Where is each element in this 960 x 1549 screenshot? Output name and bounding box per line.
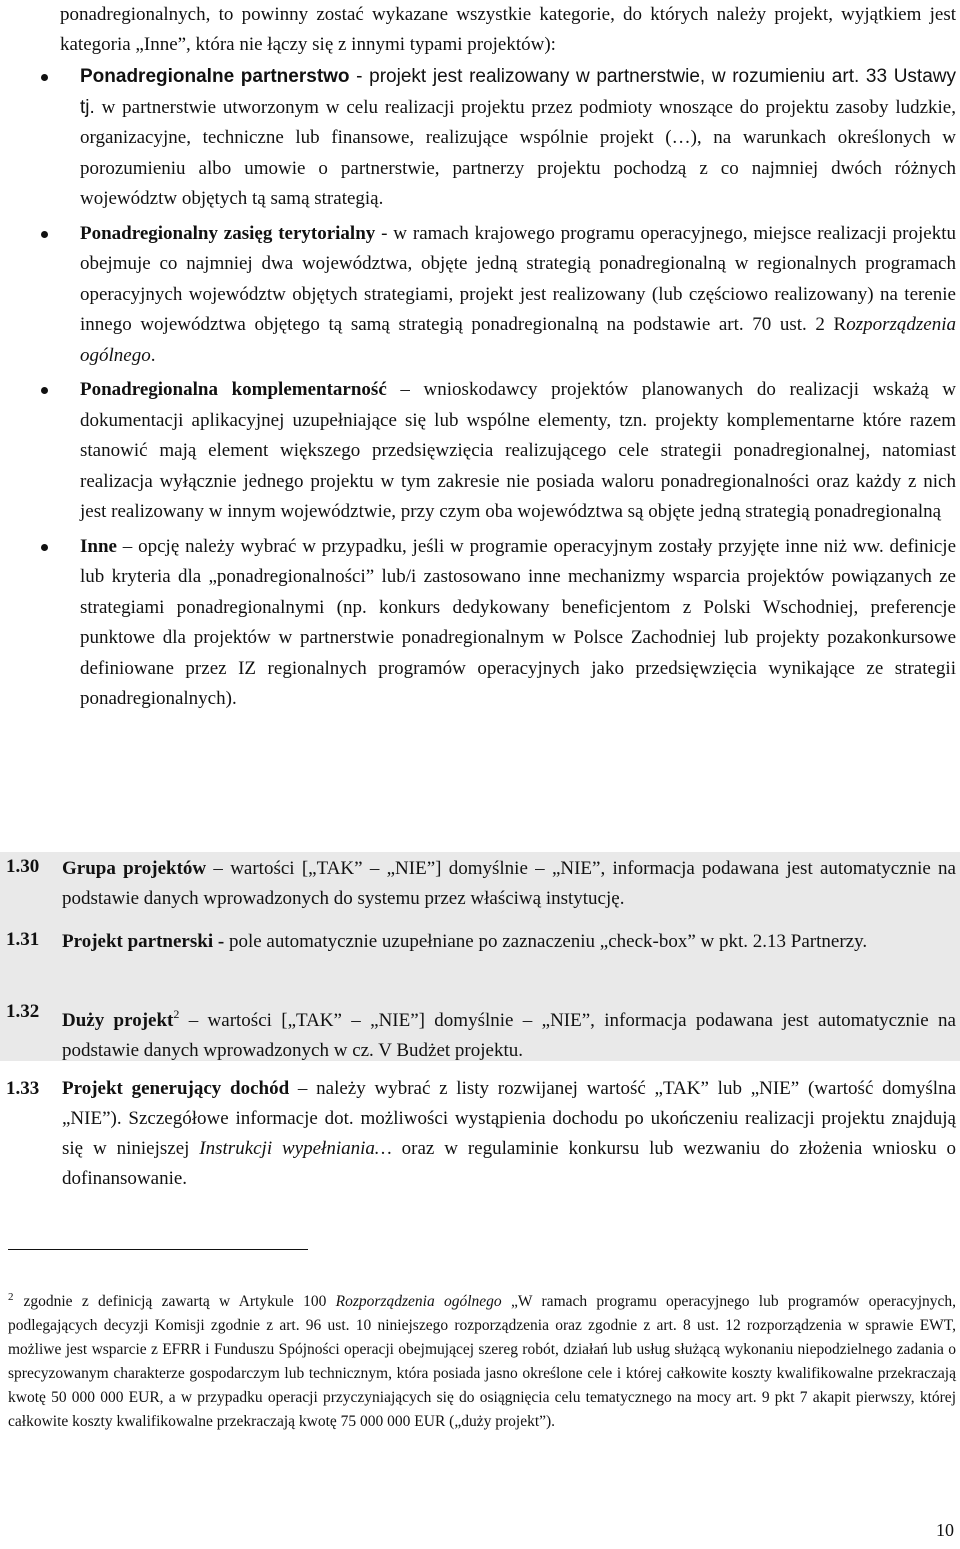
bullet-icon [41, 544, 48, 551]
footnote [8, 1285, 956, 1434]
section-body: – należy wybrać z listy rozwijanej wartość „TAK” lub „NIE” (wartość domyślna „NIE”). Szczegółowe informacje dot. możliwości wystąpienia dochodu po ukończeniu realizacji projektu znajdują się w niniejszej [62, 1078, 956, 1159]
footnote-post: „W ramach programu operacyjnego lub programów operacyjnych, podlegających decyzji Komisji zgodnie z art. 96 ust. 10 niniejszego rozporządzenia oraz zgodnie z art. 8 ust. 12 rozporządzenia w sprawie EWT, możliwe jest wsparcie z EFRR i Funduszu Spójności operacji obejmującej szereg robót, działań lub usług służącą wykonaniu niepodzielnego zadania o sprecyzowanym charakterze gospodarczym lub technicznym, która posiada jasno określone cele i której całkowite koszty kwalifikowalne przekraczają kwotę 50 000 000 EUR, a w przypadku operacji przyczyniających się do osiągnięcia celu tematycznego na mocy art. 9 pkt 7 akapit pierwszy, której całkowite koszty kwalifikowalne przekraczają kwotę 75 000 000 EUR („duży projekt”). [8, 1293, 957, 1430]
intro-paragraph: ponadregionalnych, to powinny zostać wykazane wszystkie kategorie, do których należy projekt, wyjątkiem jest kategoria „Inne”, która nie łączy się z innymi typami projektów): [60, 4, 956, 55]
footnote-separator [8, 1249, 308, 1250]
section-number: 1.31 [6, 929, 40, 950]
list-item-term: Ponadregionalna komplementarność [80, 379, 387, 400]
list-item-term: Ponadregionalne partnerstwo [80, 66, 350, 87]
section-term: Duży projekt [62, 1010, 174, 1031]
section-text [62, 999, 956, 1066]
section-1-30 [0, 852, 960, 925]
list-item-term: Inne [80, 535, 117, 557]
footnote-mark: 2 [8, 1291, 14, 1303]
page-number: 10 [936, 1520, 954, 1540]
list-item-body: w partnerstwie utworzonym w celu realizacji projektu przez podmioty wnoszące do projektu zasoby ludzkie, organizacyjne, techniczne lub finansowe, realizujące wspólnie projekt (…), na warunkach określonych w porozumieniu albo umowie o partnerstwie, partnerzy projektu pochodzą z co najmniej dwóch różnych województw objętych tą samą strategią. [80, 96, 956, 209]
list-item-body: – wnioskodawcy projektów planowanych do realizacji wskażą w dokumentacji aplikacyjnej uzupełniające się lub wspólne elementy, tzn. projekty komplementarne które razem stanowić mają element większego przedsięwzięcia realizującego cele strategii ponadregionalnej, natomiast realizacja wyłącznie jednego projektu w tym zakresie nie posiada waloru ponadregionalności oraz każdy z nich jest realizowany w innym województwie, przy czym oba województwa są objęte jedną strategią ponadregionalną [80, 379, 956, 522]
list-item-term: Ponadregionalny zasięg terytorialny [80, 222, 376, 244]
footnote-pre: zgodnie z definicją zawartą w Artykule 100 [23, 1293, 336, 1310]
section-body: – wartości [„TAK” – „NIE”] domyślnie – „NIE”, informacja podawana jest automatycznie na podstawie danych wprowadzonych w cz. V Budżet projektu. [62, 1010, 956, 1061]
bullet-icon [41, 74, 48, 81]
category-list [0, 62, 956, 719]
section-term: Grupa projektów [62, 858, 207, 879]
list-item-zasieg [0, 219, 956, 372]
list-item-body: – opcję należy wybrać w przypadku, jeśli w programie operacyjnym zostały przyjęte inne niż ww. definicje lub kryteria dla „ponadregionalności” lub/i zastosowano inne mechanizmy wsparcia projektów powiązanych ze strategiami ponadregionalnymi (np. konkurs dedykowany beneficjentom z Polski Wschodniej, preferencje punktowe dla projektów w partnerstwie ponadregionalnym w Polsce Zachodniej lub projekty pozakonkursowe definiowane przez IZ regionalnych programów operacyjnych jako przedsięwzięcia wynikające ze strategii ponadregionalnych). [80, 535, 956, 709]
section-end: oraz w regulaminie konkursu lub wezwaniu do złożenia wniosku o dofinansowanie. [62, 1138, 956, 1189]
list-item-end: . [150, 344, 156, 366]
list-item-body: - w ramach krajowego programu operacyjnego, miejsce realizacji projektu obejmuje co najmniej dwa województwa, objęte jedną strategią ponadregionalną w regionalnych programach operacyjnych województw objętych strategiami, projekt jest realizowany (lub częściowo realizowany) na terenie innego województwa objętego tą samą strategią ponadregionalną na podstawie art. 70 ust. 2 R [80, 222, 956, 335]
section-body: pole automatycznie uzupełniane po zaznaczeniu „check-box” w pkt. 2.13 Partnerzy. [224, 931, 868, 952]
footnote-italic: Rozporządzenia ogólnego [335, 1293, 502, 1310]
section-1-33 [0, 1074, 960, 1199]
footnote-ref: 2 [173, 1007, 180, 1021]
section-text [62, 854, 956, 914]
list-item-partnerstwo [0, 62, 956, 215]
list-item-komplementarnosc [0, 375, 956, 528]
section-text [62, 927, 956, 957]
section-number: 1.30 [6, 856, 40, 877]
section-number: 1.33 [6, 1078, 40, 1099]
section-number: 1.32 [6, 1001, 40, 1022]
bullet-icon [41, 231, 48, 238]
section-term: Projekt generujący dochód [62, 1078, 290, 1099]
section-term: Projekt partnerski - [62, 931, 225, 952]
section-italic: Instrukcji wypełniania… [199, 1138, 392, 1159]
section-1-31 [0, 925, 960, 997]
section-1-32 [0, 997, 960, 1061]
list-item-inne [0, 532, 956, 715]
section-text [62, 1074, 956, 1194]
bullet-icon [41, 387, 48, 394]
list-item-italic: ozporządzenia ogólnego [80, 314, 956, 366]
list-item-sep: - projekt jest realizowany w partnerstwie, w rozumieniu art. 33 Ustawy tj. [80, 66, 956, 118]
section-body: – wartości [„TAK” – „NIE”] domyślnie – „NIE”, informacja podawana jest automatycznie na podstawie danych wprowadzonych do systemu przez właściwą instytucję. [62, 858, 956, 909]
